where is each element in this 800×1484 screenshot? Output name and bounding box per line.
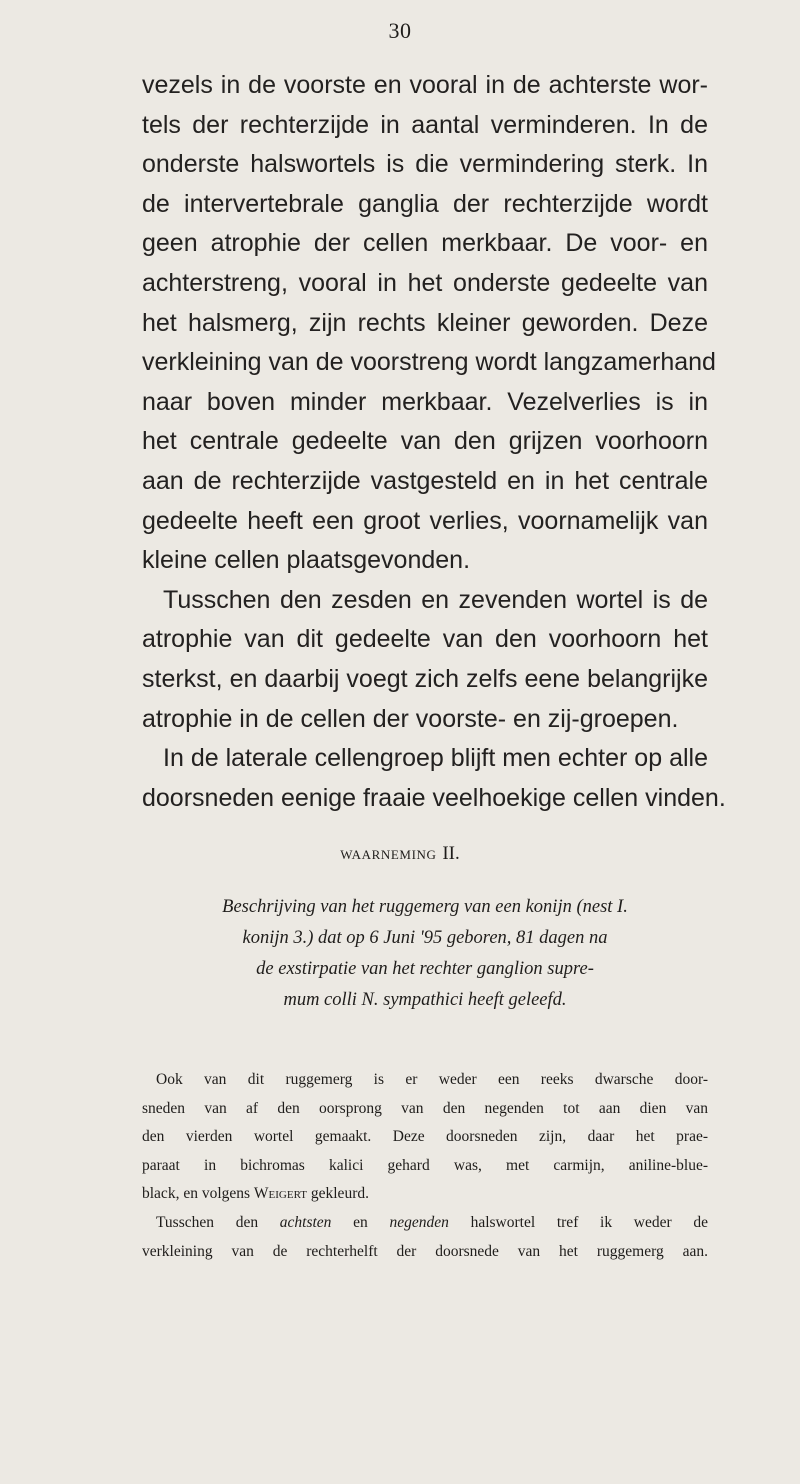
small-text-fragment: Tusschen den [156, 1213, 259, 1231]
subtitle-line: de exstirpatie van het rechter ganglion supre- [256, 959, 594, 979]
text-line: gedeelte heeft een groot verlies, voornamelijk van [142, 506, 708, 535]
subtitle-line: mum colli N. sympathici heeft geleefd. [283, 990, 567, 1010]
subtitle-line: konijn 3.) dat op 6 Juni '95 geboren, 81 dagen na [242, 928, 608, 948]
text-line: kleine cellen plaatsgevonden. [142, 546, 471, 575]
page-number: 30 [388, 18, 412, 43]
text-line: In de laterale cellengroep blijft men echter op alle [163, 744, 708, 773]
small-print-text [142, 1066, 708, 1266]
text-line: naar boven minder merkbaar. Vezelverlies is in [142, 387, 708, 416]
author-name: Weigert [253, 1185, 307, 1203]
text-line: aan de rechterzijde vastgesteld en in het centrale [142, 466, 708, 495]
text-line: atrophie in de cellen der voorste- en zij-groepen. [142, 704, 679, 733]
small-text-fragment: gekleurd. [310, 1185, 369, 1203]
text-line: het halsmerg, zijn rechts kleiner geworden. Deze [142, 308, 708, 337]
small-line: paraat in bichromas kalici gehard was, met carmijn, aniline-blue- [142, 1156, 708, 1174]
heading-label: WAARNEMING [340, 847, 437, 862]
section-heading [0, 843, 800, 865]
heading-numeral: II. [442, 843, 460, 864]
emphasis: negenden [389, 1213, 449, 1231]
text-line: onderste halswortels is die vermindering sterk. In [142, 150, 708, 179]
text-line: de intervertebrale ganglia der rechterzijde wordt [142, 189, 708, 218]
text-line: atrophie van dit gedeelte van den voorhoorn het [142, 625, 708, 654]
small-line: sneden van af den oorsprong van den negenden tot aan dien van [142, 1099, 708, 1117]
small-line: Ook van dit ruggemerg is er weder een reeks dwarsche door- [156, 1071, 708, 1088]
small-line [142, 1180, 708, 1209]
text-line: doorsneden eenige fraaie veelhoekige cellen vinden. [142, 783, 726, 812]
text-line: Tusschen den zesden en zevenden wortel is de [163, 585, 708, 614]
text-line: achterstreng, vooral in het onderste gedeelte van [142, 268, 708, 297]
text-line: geen atrophie der cellen merkbaar. De voor- en [142, 229, 708, 258]
small-text-fragment: halswortel tref ik weder de [470, 1213, 708, 1231]
section-subtitle [142, 892, 708, 1016]
subtitle-line: Beschrijving van het ruggemerg van een konijn (nest I. [222, 897, 628, 917]
small-line: den vierden wortel gemaakt. Deze doorsneden zijn, daar het prae- [142, 1128, 708, 1146]
small-line: verkleining van de rechterhelft der doorsnede van het ruggemerg aan. [142, 1242, 708, 1260]
small-text-fragment: en [353, 1213, 368, 1231]
main-text [142, 66, 726, 818]
text-line: vezels in de voorste en vooral in de achterste wor- [142, 71, 708, 99]
emphasis: achtsten [279, 1213, 332, 1231]
text-line: verkleining van de voorstreng wordt langzamerhand [142, 348, 716, 377]
text-line: sterkst, en daarbij voegt zich zelfs eene belangrijke [142, 664, 708, 693]
small-text-fragment: black, en volgens [142, 1185, 251, 1203]
text-line: tels der rechterzijde in aantal verminderen. In de [142, 110, 708, 139]
text-line: het centrale gedeelte van den grijzen voorhoorn [142, 427, 708, 456]
small-line [142, 1209, 708, 1238]
